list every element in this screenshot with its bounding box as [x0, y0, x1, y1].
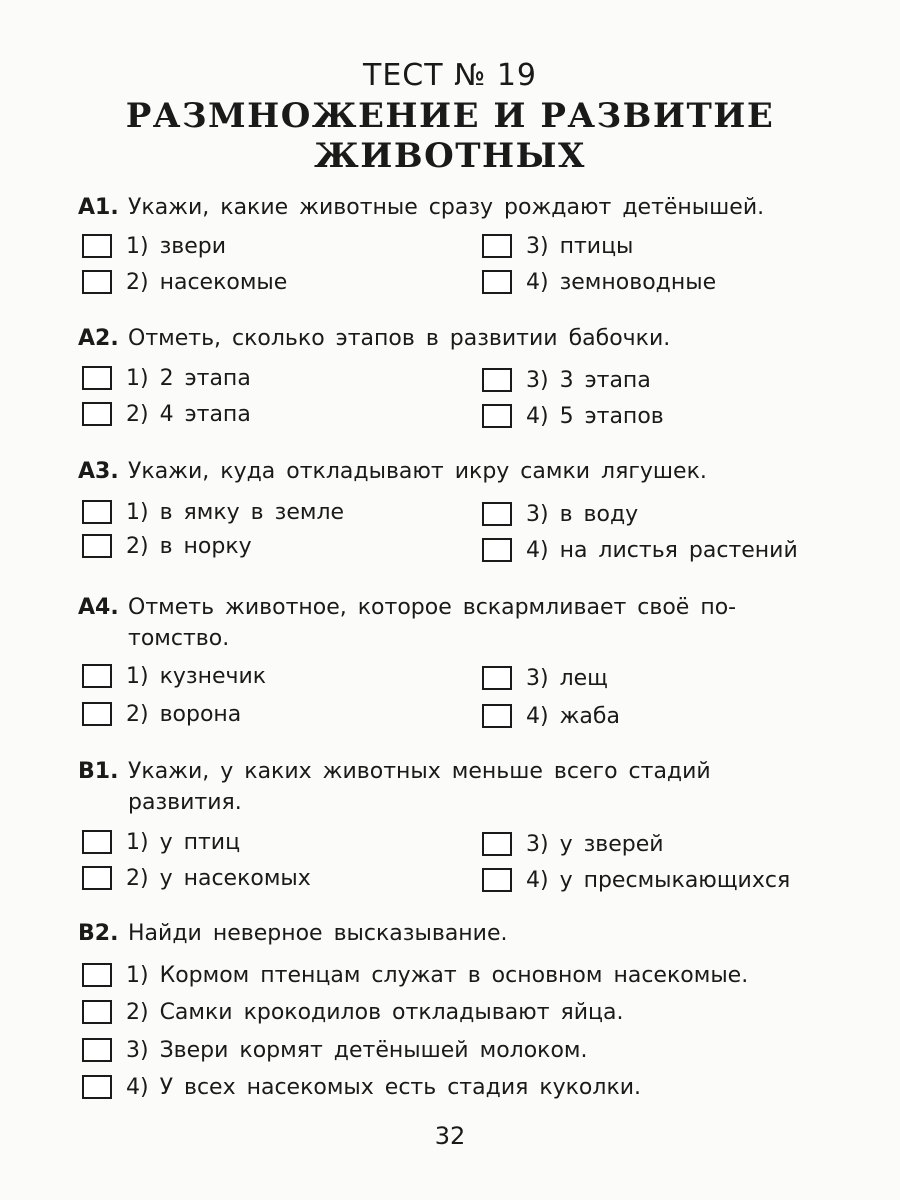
- checkbox[interactable]: [482, 666, 512, 690]
- question-text-line1: Отметь животное, которое вскармливает своё по-: [128, 595, 737, 620]
- answer-option[interactable]: [482, 700, 620, 732]
- checkbox[interactable]: [482, 832, 512, 856]
- option-label: 2) насекомые: [126, 269, 288, 295]
- checkbox[interactable]: [482, 704, 512, 728]
- checkbox[interactable]: [82, 702, 112, 726]
- answer-option[interactable]: [82, 362, 251, 394]
- checkbox[interactable]: [82, 234, 112, 258]
- option-label: 1) кузнечик: [126, 663, 267, 689]
- checkbox[interactable]: [482, 868, 512, 892]
- checkbox[interactable]: [82, 1075, 112, 1099]
- option-label: 2) ворона: [126, 701, 242, 727]
- option-label: 2) Самки крокодилов откладывают яйца.: [126, 999, 624, 1025]
- checkbox[interactable]: [82, 534, 112, 558]
- option-label: 4) 5 этапов: [526, 403, 664, 429]
- answer-option[interactable]: [482, 828, 664, 860]
- checkbox[interactable]: [82, 866, 112, 890]
- option-label: 4) земноводные: [526, 269, 717, 295]
- option-label: 3) у зверей: [526, 831, 664, 857]
- answer-option[interactable]: [82, 1071, 641, 1103]
- option-label: 3) лещ: [526, 665, 608, 691]
- question-number: В2.: [78, 921, 119, 946]
- checkbox[interactable]: [482, 538, 512, 562]
- option-label: 4) на листья растений: [526, 537, 798, 563]
- option-label: 4) У всех насекомых есть стадия куколки.: [126, 1074, 642, 1100]
- test-title: [0, 96, 900, 176]
- question-text: Отметь, сколько этапов в развитии бабочки.: [128, 326, 671, 351]
- answer-option[interactable]: [82, 398, 251, 430]
- question-number: А4.: [78, 595, 119, 620]
- answer-option[interactable]: [482, 864, 790, 896]
- question-text: Найди неверное высказывание.: [128, 921, 508, 946]
- option-label: 1) Кормом птенцам служат в основном насекомые.: [126, 962, 749, 988]
- answer-option[interactable]: [482, 498, 638, 530]
- question-b2: [78, 918, 858, 949]
- answer-option[interactable]: [82, 698, 241, 730]
- question-number: А1.: [78, 195, 119, 220]
- checkbox[interactable]: [82, 1000, 112, 1024]
- checkbox[interactable]: [482, 404, 512, 428]
- checkbox[interactable]: [482, 270, 512, 294]
- question-text-line2: томство.: [128, 626, 230, 651]
- question-a1: [78, 192, 858, 223]
- question-text: Укажи, какие животные сразу рождают детёнышей.: [128, 195, 765, 220]
- option-label: 2) в норку: [126, 533, 252, 559]
- checkbox[interactable]: [82, 402, 112, 426]
- checkbox[interactable]: [82, 830, 112, 854]
- question-number: А3.: [78, 459, 119, 484]
- question-number: А2.: [78, 326, 119, 351]
- question-a4: [78, 592, 858, 654]
- answer-option[interactable]: [82, 862, 311, 894]
- option-label: 4) жаба: [526, 703, 620, 729]
- checkbox[interactable]: [82, 500, 112, 524]
- checkbox[interactable]: [482, 368, 512, 392]
- checkbox[interactable]: [82, 664, 112, 688]
- answer-option[interactable]: [82, 230, 226, 262]
- question-a2: [78, 323, 858, 354]
- checkbox[interactable]: [82, 366, 112, 390]
- answer-option[interactable]: [82, 496, 344, 528]
- answer-option[interactable]: [482, 230, 633, 262]
- answer-option[interactable]: [482, 266, 716, 298]
- option-label: 3) птицы: [526, 233, 634, 259]
- option-label: 1) у птиц: [126, 829, 241, 855]
- question-number: В1.: [78, 759, 119, 784]
- option-label: 1) 2 этапа: [126, 365, 251, 391]
- answer-option[interactable]: [82, 959, 748, 991]
- checkbox[interactable]: [482, 502, 512, 526]
- question-b1: [78, 756, 858, 818]
- option-label: 4) у пресмыкающихся: [526, 867, 791, 893]
- checkbox[interactable]: [482, 234, 512, 258]
- checkbox[interactable]: [82, 1038, 112, 1062]
- answer-option[interactable]: [482, 364, 651, 396]
- option-label: 1) звери: [126, 233, 227, 259]
- test-number: ТЕСТ № 19: [363, 58, 537, 93]
- answer-option[interactable]: [82, 266, 287, 298]
- answer-option[interactable]: [482, 662, 608, 694]
- question-text-line1: Укажи, у каких животных меньше всего стадий: [128, 759, 711, 784]
- option-label: 3) Звери кормят детёнышей молоком.: [126, 1037, 588, 1063]
- option-label: 3) в воду: [526, 501, 639, 527]
- test-title-line2: ЖИВОТНЫХ: [314, 136, 586, 176]
- option-label: 3) 3 этапа: [526, 367, 651, 393]
- answer-option[interactable]: [82, 530, 252, 562]
- checkbox[interactable]: [82, 270, 112, 294]
- page-number: 32: [434, 1122, 466, 1150]
- answer-option[interactable]: [482, 534, 798, 566]
- answer-option[interactable]: [82, 1034, 588, 1066]
- question-text: Укажи, куда откладывают икру самки лягушек.: [128, 459, 707, 484]
- answer-option[interactable]: [82, 826, 240, 858]
- answer-option[interactable]: [82, 996, 624, 1028]
- option-label: 2) 4 этапа: [126, 401, 251, 427]
- test-title-line1: РАЗМНОЖЕНИЕ И РАЗВИТИЕ: [125, 96, 775, 136]
- option-label: 2) у насекомых: [126, 865, 311, 891]
- option-label: 1) в ямку в земле: [126, 499, 345, 525]
- question-text-line2: развития.: [128, 790, 242, 815]
- answer-option[interactable]: [482, 400, 664, 432]
- answer-option[interactable]: [82, 660, 266, 692]
- question-a3: [78, 456, 858, 487]
- checkbox[interactable]: [82, 963, 112, 987]
